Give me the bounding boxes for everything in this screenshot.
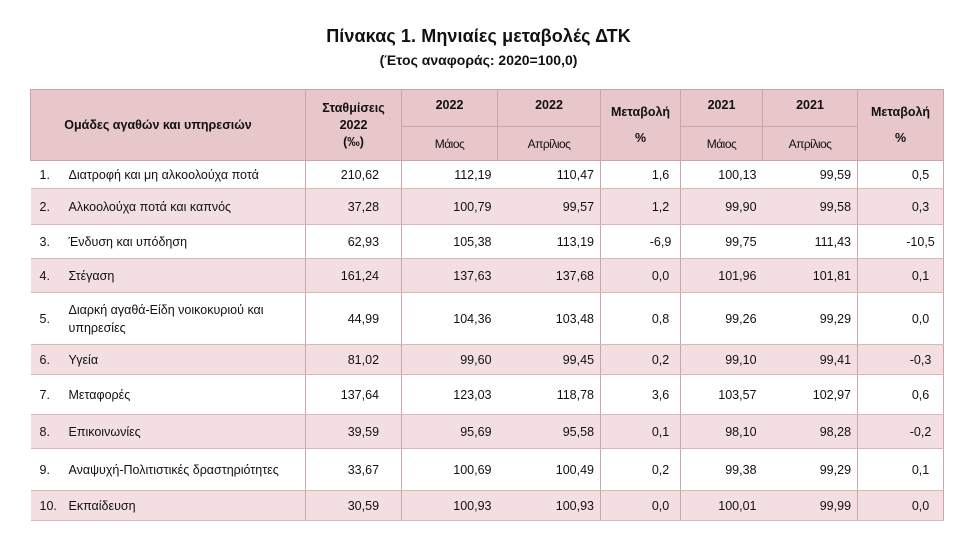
row-weight: 37,28 [306,189,402,225]
row-index: 10. [31,491,65,521]
row-index: 9. [31,449,65,491]
row-may-2021: 101,96 [681,259,763,293]
header-apr-2022: Απρίλιος [498,127,601,161]
row-index: 8. [31,415,65,449]
row-change-2021: 0,0 [858,293,944,345]
table-row [31,375,944,415]
row-weight: 30,59 [306,491,402,521]
row-may-2021: 100,13 [681,161,763,189]
row-index: 7. [31,375,65,415]
row-apr-2022: 110,47 [498,161,601,189]
row-weight: 44,99 [306,293,402,345]
table-title: Πίνακας 1. Μηνιαίες μεταβολές ΔΤΚ [326,26,631,46]
row-apr-2021: 99,29 [763,293,858,345]
table-row [31,161,944,189]
table-row [31,345,944,375]
row-may-2021: 103,57 [681,375,763,415]
header-2022-apr-year: 2022 [498,90,601,127]
row-apr-2021: 111,43 [763,225,858,259]
row-index: 1. [31,161,65,189]
header-may-2021: Μάιος [681,127,763,161]
row-apr-2021: 101,81 [763,259,858,293]
row-weight: 161,24 [306,259,402,293]
row-weight: 62,93 [306,225,402,259]
table-row [31,491,944,521]
row-change-2022: 0,2 [601,345,681,375]
row-change-2022: 0,0 [601,259,681,293]
row-apr-2021: 99,59 [763,161,858,189]
row-apr-2021: 99,99 [763,491,858,521]
row-change-2022: 3,6 [601,375,681,415]
row-apr-2022: 113,19 [498,225,601,259]
row-label: Εκπαίδευση [65,491,306,521]
row-may-2022: 100,79 [402,189,498,225]
row-may-2022: 99,60 [402,345,498,375]
header-change-2021: Μεταβολή % [858,90,944,161]
row-apr-2021: 99,41 [763,345,858,375]
row-label: Αλκοολούχα ποτά και καπνός [65,189,306,225]
row-label: Διαρκή αγαθά-Είδη νοικοκυριού και υπηρεσίες [65,293,306,345]
row-change-2021: 0,0 [858,491,944,521]
row-apr-2021: 99,58 [763,189,858,225]
row-weight: 33,67 [306,449,402,491]
table-row [31,259,944,293]
row-change-2021: 0,5 [858,161,944,189]
row-may-2022: 112,19 [402,161,498,189]
header-weights: Σταθμίσεις 2022 (‰) [306,90,402,161]
row-change-2021: -0,2 [858,415,944,449]
table-row [31,449,944,491]
header-may-2022: Μάιος [402,127,498,161]
table-subtitle: (Έτος αναφοράς: 2020=100,0) [379,52,578,68]
row-may-2022: 100,69 [402,449,498,491]
row-label: Μεταφορές [65,375,306,415]
row-index: 5. [31,293,65,345]
row-may-2021: 100,01 [681,491,763,521]
row-change-2021: 0,1 [858,259,944,293]
header-2022-may-year: 2022 [402,90,498,127]
row-label: Ένδυση και υπόδηση [65,225,306,259]
row-may-2021: 99,10 [681,345,763,375]
row-change-2022: -6,9 [601,225,681,259]
row-apr-2022: 95,58 [498,415,601,449]
row-may-2022: 95,69 [402,415,498,449]
row-apr-2022: 103,48 [498,293,601,345]
table-row [31,415,944,449]
row-change-2021: -10,5 [858,225,944,259]
row-apr-2022: 99,45 [498,345,601,375]
row-index: 4. [31,259,65,293]
row-weight: 210,62 [306,161,402,189]
row-weight: 81,02 [306,345,402,375]
table-row [31,189,944,225]
table-row [31,225,944,259]
row-change-2022: 1,2 [601,189,681,225]
row-label: Αναψυχή-Πολιτιστικές δραστηριότητες [65,449,306,491]
row-apr-2022: 118,78 [498,375,601,415]
row-apr-2021: 98,28 [763,415,858,449]
cpi-table [30,89,944,521]
row-index: 2. [31,189,65,225]
row-index: 6. [31,345,65,375]
row-apr-2022: 99,57 [498,189,601,225]
row-may-2021: 99,75 [681,225,763,259]
header-2021-apr-year: 2021 [763,90,858,127]
row-index: 3. [31,225,65,259]
row-apr-2021: 99,29 [763,449,858,491]
row-may-2021: 98,10 [681,415,763,449]
row-may-2022: 123,03 [402,375,498,415]
row-change-2021: -0,3 [858,345,944,375]
header-groups: Ομάδες αγαθών και υπηρεσιών [31,90,306,161]
row-may-2021: 99,90 [681,189,763,225]
row-may-2022: 105,38 [402,225,498,259]
row-change-2022: 0,8 [601,293,681,345]
row-may-2022: 104,36 [402,293,498,345]
row-label: Στέγαση [65,259,306,293]
row-apr-2022: 100,49 [498,449,601,491]
row-may-2022: 100,93 [402,491,498,521]
row-apr-2022: 100,93 [498,491,601,521]
row-may-2021: 99,26 [681,293,763,345]
row-label: Επικοινωνίες [65,415,306,449]
row-change-2022: 0,2 [601,449,681,491]
row-change-2022: 0,0 [601,491,681,521]
row-apr-2021: 102,97 [763,375,858,415]
row-label: Υγεία [65,345,306,375]
row-weight: 39,59 [306,415,402,449]
table-row [31,293,944,345]
row-may-2021: 99,38 [681,449,763,491]
row-weight: 137,64 [306,375,402,415]
row-change-2022: 1,6 [601,161,681,189]
header-2021-may-year: 2021 [681,90,763,127]
row-label: Διατροφή και μη αλκοολούχα ποτά [65,161,306,189]
row-apr-2022: 137,68 [498,259,601,293]
row-change-2021: 0,3 [858,189,944,225]
row-change-2021: 0,6 [858,375,944,415]
header-change-2022: Μεταβολή % [601,90,681,161]
row-change-2021: 0,1 [858,449,944,491]
header-apr-2021: Απρίλιος [763,127,858,161]
row-change-2022: 0,1 [601,415,681,449]
row-may-2022: 137,63 [402,259,498,293]
